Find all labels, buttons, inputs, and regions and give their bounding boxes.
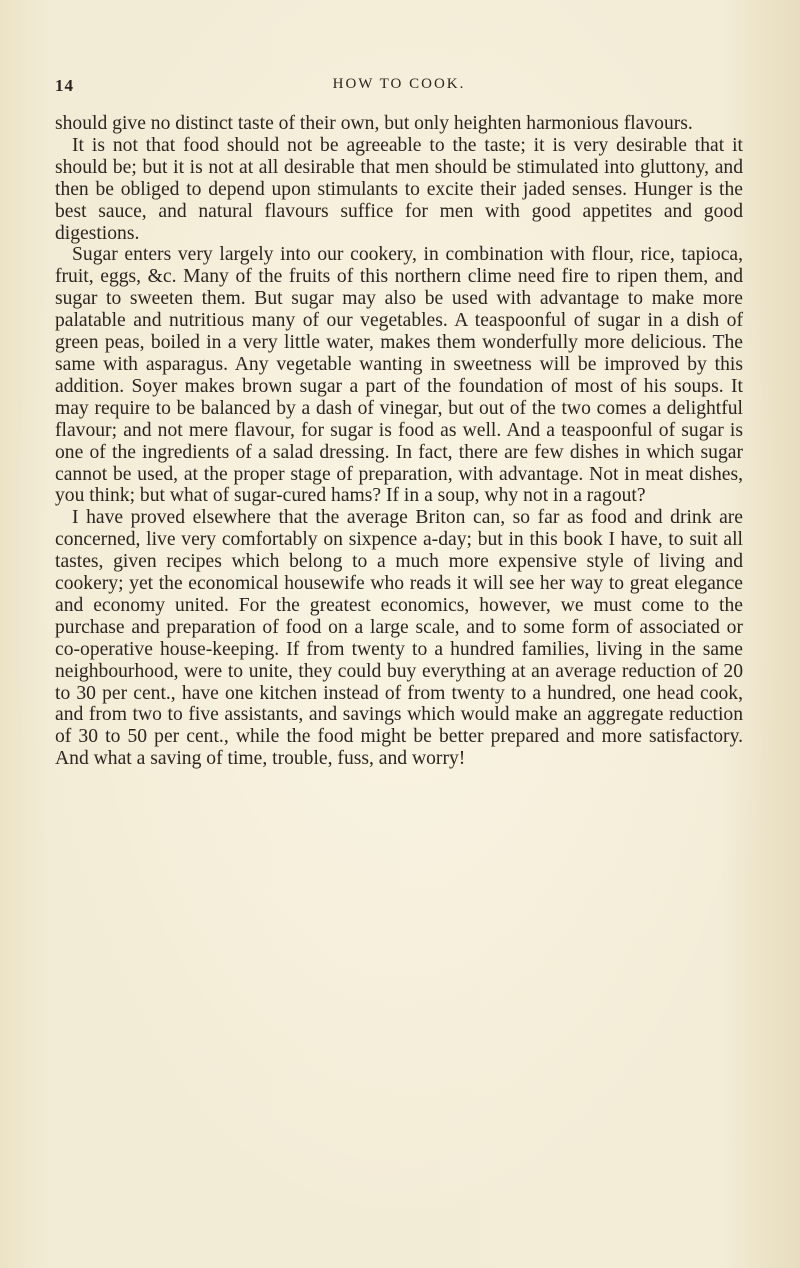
paragraph: should give no distinct taste of their own, but only heighten harmonious flavours. — [55, 113, 693, 134]
page-header-title: HOW TO COOK. — [332, 76, 466, 92]
body-text — [55, 113, 743, 770]
paragraph: Sugar enters very largely into our cookery, in combination with flour, rice, tapioca, fruit, eggs, &c. Many of the fruits of this northern clime need fire to ripen them, and sugar to sweeten them. But sugar may also be used with advantage to make more palatable and nutritious many of our vegetables. A teaspoonful of sugar in a dish of green peas, boiled in a very little water, makes them wonderfully more delicious. The same with asparagus. Any vegetable wanting in sweetness will be improved by this addition. Soyer makes brown sugar a part of the foundation of most of his soups. It may require to be balanced by a dash of vinegar, but out of the two comes a delightful flavour; and not mere flavour, for sugar is food as well. And a teaspoonful of sugar is one of the ingredients of a salad dressing. In fact, there are few dishes in which sugar cannot be used, at the proper stage of preparation, with advantage. Not in meat dishes, you think; but what of sugar-cured hams? If in a soup, why not in a ragout? — [55, 244, 743, 507]
paragraph: I have proved elsewhere that the average Briton can, so far as food and drink are concerned, live very comfortably on sixpence a-day; but in this book I have, to suit all tastes, given recipes which belong to a much more expensive style of living and cookery; yet the economical housewife who reads it will see her way to great elegance and economy united. For the greatest economics, however, we must come to the purchase and preparation of food on a large scale, and to some form of associated or co-operative house-keeping. If from twenty to a hundred families, living in the same neighbourhood, were to unite, they could buy everything at an average reduction of 20 to 30 per cent., have one kitchen instead of from twenty to a hundred, one head cook, and from two to five assistants, and savings which would make an aggregate reduction of 30 to 50 per cent., while the food might be better prepared and more satisfactory. And what a saving of time, trouble, fuss, and worry! — [55, 507, 743, 770]
running-head — [55, 76, 743, 98]
paragraph: It is not that food should not be agreeable to the taste; it is very desirable that it should be; but it is not at all desirable that men should be stimulated into gluttony, and then be obliged to depend upon stimulants to excite their jaded senses. Hunger is the best sauce, and natural flavours suffice for men with good appetites and good digestions. — [55, 134, 743, 244]
page-number: 14 — [55, 76, 74, 95]
